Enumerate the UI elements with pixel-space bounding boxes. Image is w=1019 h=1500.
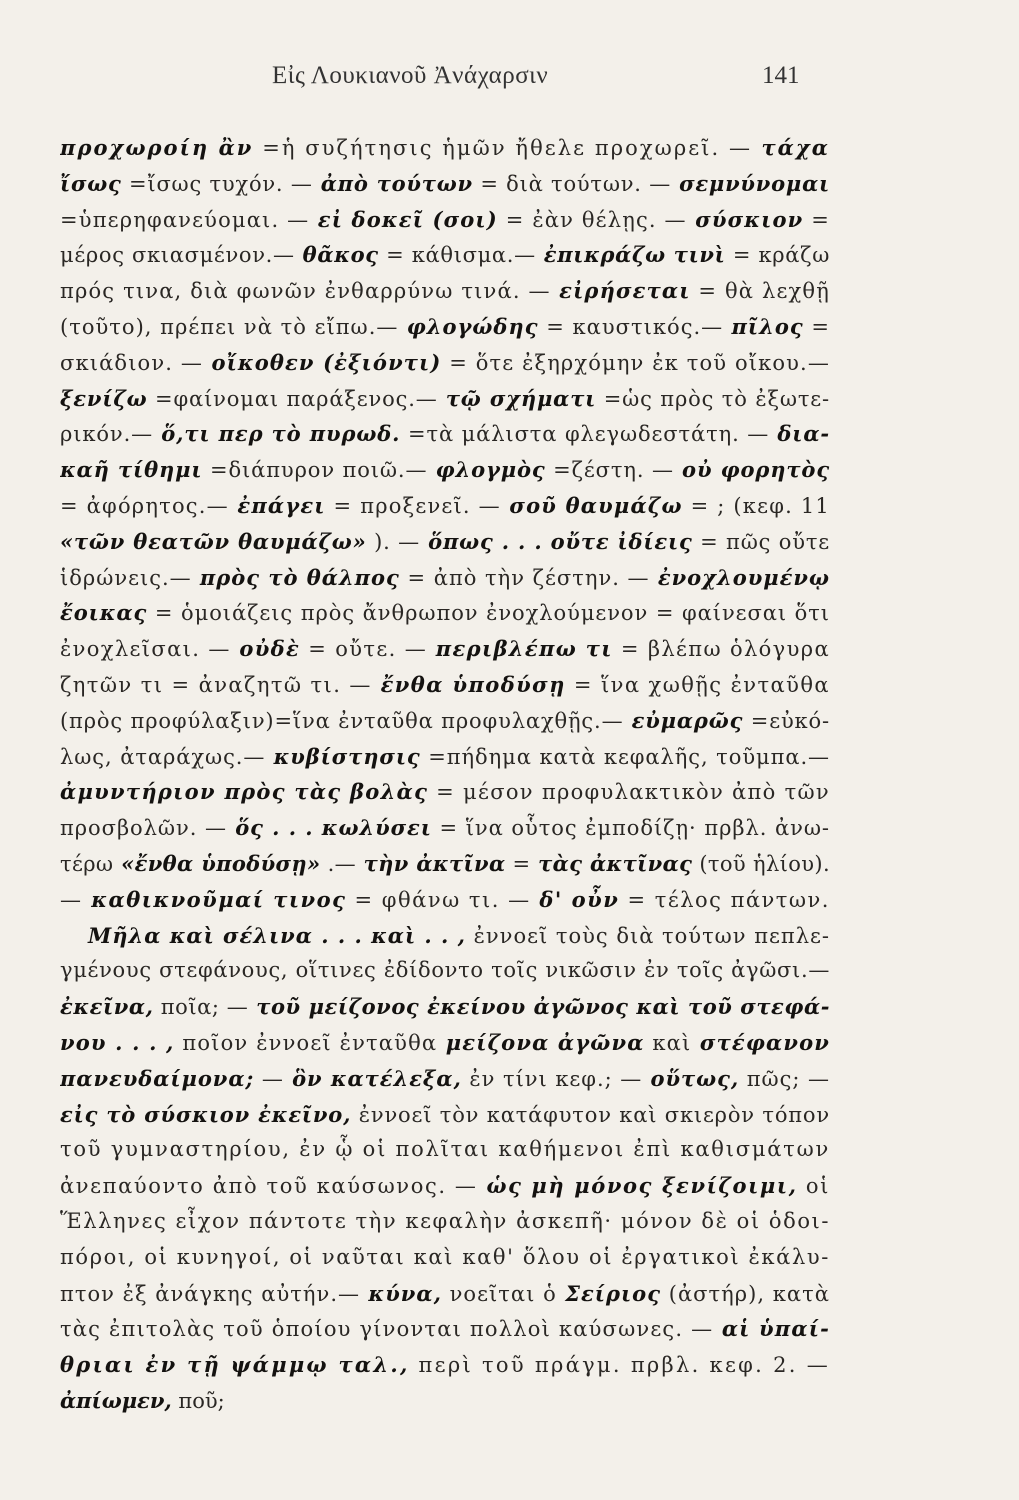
gloss: = ὅτε ἐξηρχόμην ἐκ τοῦ οἴκου.—	[441, 350, 830, 375]
lemma: ὡς μὴ μόνος ξενίζοιμι,	[477, 1173, 798, 1199]
text-line	[60, 953, 830, 989]
gloss: μέρος σκιασμένον.—	[60, 243, 295, 268]
text-line	[60, 1347, 830, 1383]
gloss: =τὰ μάλιστα φλεγωδεστάτη. —	[400, 422, 770, 447]
gloss: σκιάδιον. —	[60, 350, 203, 375]
gloss: = κάθισμα.—	[378, 243, 536, 268]
text-line	[60, 1025, 830, 1061]
gloss: = διὰ τούτων. —	[472, 171, 671, 196]
gloss: ἐννοεῖ τοὺς διὰ τούτων πεπλε-	[465, 923, 830, 948]
lemma: τὴν ἀκτῖνα	[355, 850, 506, 876]
text-line	[60, 381, 830, 417]
lemma: πανευδαίμονα;	[60, 1065, 255, 1091]
gloss: .—	[320, 851, 356, 876]
gloss: περὶ τοῦ πράγμ. πρβλ. κεφ. 2. —	[409, 1353, 830, 1378]
gloss: πόροι, οἱ κυνηγοί, οἱ ναῦται καὶ καθ' ὅλου οἱ ἐργατικοὶ ἐκάλυ-	[60, 1244, 830, 1269]
text-line	[60, 202, 830, 238]
lemma: Σείριος	[556, 1280, 662, 1306]
lemma: ὅς . . . κωλύσει	[226, 815, 432, 841]
gloss: = πῶς οὔτε	[692, 529, 830, 554]
text-line	[60, 309, 830, 345]
text-line	[60, 1061, 830, 1097]
gloss: = κράζω	[725, 243, 830, 268]
gloss: =	[505, 851, 531, 876]
gloss: = ἀφόρητος.—	[60, 493, 229, 518]
gloss: ἀνεπαύοντο ἀπὸ τοῦ καύσωνος. —	[60, 1174, 478, 1199]
text-line	[60, 560, 830, 596]
lemma: προχωροίη ἂν	[60, 135, 254, 160]
gloss: τέρω	[60, 851, 114, 876]
text-line	[60, 524, 830, 560]
gloss: (πρὸς προφύλαξιν)=ἵνα ἐνταῦθα προφυλαχθῇς.—	[60, 708, 624, 733]
text-line	[60, 416, 830, 452]
lemma: σοῦ θαυμάζω	[500, 492, 683, 518]
lemma: εἰρήσεται	[550, 278, 691, 304]
gloss: = προξενεῖ. —	[325, 493, 501, 518]
lemma: πῖλος	[723, 313, 804, 339]
gloss: =ὑπερηφανεύομαι. —	[60, 207, 310, 232]
text-line	[60, 1168, 830, 1204]
lemma: οὐδὲ	[230, 636, 301, 662]
gloss: προσβολῶν. —	[60, 816, 227, 841]
lemma: ἐπάγει	[228, 492, 326, 518]
lemma: ἐνοχλουμένῳ	[649, 564, 830, 590]
text-line	[60, 882, 830, 918]
lemma: «τῶν θεατῶν θαυμάζω»	[60, 528, 367, 554]
gloss: ἱδρώνεις.—	[60, 565, 192, 590]
text-line	[60, 488, 830, 524]
lemma: αἱ ὑπαί-	[713, 1316, 830, 1342]
lemma: ἀπίωμεν,	[60, 1387, 172, 1413]
text-line	[60, 739, 830, 775]
commentary-text	[60, 130, 830, 1419]
text-line	[60, 989, 830, 1025]
gloss: =εὐκό-	[743, 708, 830, 733]
gloss: =	[803, 314, 830, 339]
gloss: =ἴσως τυχόν. —	[121, 171, 313, 196]
lemma: τοῦ μείζονος ἐκείνου ἀγῶνος καὶ τοῦ στεφά-	[248, 994, 830, 1020]
gloss: = ἐὰν θέλῃς. —	[497, 207, 687, 232]
lemma: ἔοικας	[60, 600, 148, 626]
gloss: καὶ	[644, 1030, 692, 1055]
text-line	[60, 631, 830, 667]
lemma: δ' οὖν	[530, 886, 620, 912]
text-line	[60, 1383, 830, 1419]
text-line	[60, 1204, 830, 1240]
gloss: = βλέπω ὁλόγυρα	[612, 637, 830, 662]
running-title: Εἰς Λουκιανοῦ Ἀνάχαρσιν	[272, 62, 549, 89]
lemma: κυβίστησις	[265, 743, 421, 769]
gloss: ). —	[366, 529, 420, 554]
gloss: πρός τινα, διὰ φωνῶν ἐνθαρρύνω τινά. —	[60, 279, 551, 304]
lemma: οὕτως,	[642, 1065, 740, 1091]
text-line	[60, 1240, 830, 1276]
gloss: (τοῦ ἡλίου).	[692, 851, 830, 876]
gloss: τοῦ γυμναστηρίου, ἐν ᾧ οἱ πολῖται καθήμενοι ἐπὶ καθισμάτων	[60, 1137, 830, 1162]
lemma: θριαι ἐν τῇ ψάμμῳ ταλ.,	[60, 1352, 410, 1378]
lemma: καθικνοῦμαί τινος	[82, 886, 347, 912]
text-line	[60, 810, 830, 846]
lemma: πρὸς τὸ θάλπος	[191, 564, 400, 590]
lemma: ἴσως	[60, 170, 122, 196]
lemma: ἀμυντήριον πρὸς τὰς βολὰς	[60, 779, 429, 805]
lemma: εὐμαρῶς	[623, 707, 744, 733]
text-line	[60, 1132, 830, 1168]
text-line	[60, 166, 830, 202]
lemma: οὐ φορητὸς	[673, 457, 830, 483]
gloss: = ἵνα χωθῇς ἐνταῦθα	[565, 672, 830, 697]
lemma: μείζονα ἀγῶνα	[437, 1029, 645, 1055]
lemma: σεμνύνομαι	[671, 170, 830, 196]
lemma: εἰ δοκεῖ (σοι)	[309, 206, 498, 232]
lemma: περιβλέπω τι	[427, 636, 613, 662]
page-number: 141	[762, 62, 800, 89]
gloss: = ἀπὸ τὴν ζέστην. —	[399, 565, 650, 590]
lemma: οἴκοθεν (ἐξιόντι)	[202, 349, 442, 375]
gloss: ἐννοεῖ τὸν κατάφυτον καὶ σκιερὸν τόπον	[351, 1102, 830, 1127]
lemma: «ἔνθα ὑποδύσῃ»	[113, 850, 321, 876]
gloss: =ζέστη. —	[545, 458, 674, 483]
gloss: = ; (κεφ. 11	[682, 493, 830, 518]
gloss: πῶς; —	[739, 1066, 830, 1091]
lemma: ὅ,τι περ τὸ πυρωδ.	[153, 421, 401, 447]
lemma: ἀπὸ τούτων	[312, 170, 473, 196]
lemma: ὃν κατέλεξα,	[283, 1065, 462, 1091]
text-line	[60, 846, 830, 882]
lemma: ἐπικράζω τινὶ	[535, 242, 726, 268]
gloss: =πήδημα κατὰ κεφαλῆς, τοῦμπα.—	[420, 744, 830, 769]
text-line	[60, 1097, 830, 1133]
lemma: ἔνθα ὑποδύσῃ	[371, 671, 566, 697]
text-line	[60, 667, 830, 703]
text-line	[60, 774, 830, 810]
text-line	[60, 273, 830, 309]
text-line	[60, 918, 830, 954]
text-line	[60, 703, 830, 739]
gloss: = τέλος πάντων.	[619, 887, 830, 912]
gloss: πτον ἐξ ἀνάγκης αὐτήν.—	[60, 1281, 361, 1306]
lemma: καῆ τίθημι	[60, 457, 203, 483]
text-line	[60, 345, 830, 381]
gloss: =φαίνομαι παράξενος.—	[147, 386, 438, 411]
lemma: δια-	[769, 421, 830, 447]
gloss: =διάπυρον ποιῶ.—	[202, 458, 428, 483]
gloss: τὰς ἐπιτολὰς τοῦ ὁποίου γίνονται πολλοὶ καύσωνες. —	[60, 1317, 714, 1342]
text-line	[60, 130, 830, 166]
gloss: (ἀστήρ), κατὰ	[661, 1281, 830, 1306]
gloss: = μέσον προφυλακτικὸν ἀπὸ τῶν	[428, 780, 830, 805]
lemma: τάχα	[752, 135, 830, 160]
gloss: = ὁμοιάζεις πρὸς ἄνθρωπον ἐνοχλούμενον = φαίνεσαι ὅτι	[147, 601, 830, 626]
text-line	[60, 237, 830, 273]
gloss: ἐνοχλεῖσαι. —	[60, 637, 231, 662]
text-line	[60, 595, 830, 631]
gloss: ποῖα; —	[153, 995, 249, 1020]
gloss: = ἵνα οὗτος ἐμποδίζῃ· πρβλ. ἀνω-	[431, 816, 830, 841]
gloss: ἐν τίνι κεφ.; —	[461, 1066, 643, 1091]
lemma: ξενίζω	[60, 385, 148, 411]
gloss: =ὡς πρὸς τὸ ἐξωτε-	[596, 386, 830, 411]
lemma: θᾶκος	[294, 242, 379, 268]
gloss: λως, ἀταράχως.—	[60, 744, 266, 769]
text-line	[60, 452, 830, 488]
gloss: ζητῶν τι = ἀναζητῶ τι. —	[60, 672, 372, 697]
gloss: = θὰ λεχθῇ	[690, 279, 830, 304]
lemma: φλογώδης	[398, 313, 539, 339]
text-line	[60, 1311, 830, 1347]
gloss: ποῦ;	[171, 1388, 225, 1413]
lemma: νου . . . ,	[60, 1029, 175, 1055]
lemma: ἐκεῖνα,	[60, 994, 154, 1020]
gloss: οἱ	[797, 1174, 830, 1199]
lemma: κύνα,	[360, 1280, 442, 1306]
gloss: ρικόν.—	[60, 422, 154, 447]
lemma: σύσκιον	[686, 206, 804, 232]
lemma: ὅπως . . . οὔτε ἰδίεις	[419, 528, 693, 554]
gloss: Ἕλληνες εἶχον πάντοτε τὴν κεφαλὴν ἀσκεπῆ· μόνον δὲ οἱ ὁδοι-	[60, 1208, 830, 1233]
gloss: = οὔτε. —	[300, 637, 428, 662]
lemma: τὰς ἀκτῖνας	[530, 850, 693, 876]
gloss: —	[60, 887, 83, 912]
lemma: εἰς τὸ σύσκιον ἐκεῖνο,	[60, 1101, 352, 1127]
page-header	[0, 62, 1019, 102]
lemma: Μῆλα καὶ σέλινα . . . καὶ . . ,	[88, 922, 466, 948]
gloss: = καυστικός.—	[538, 314, 724, 339]
lemma: στέφανον	[691, 1029, 830, 1055]
gloss: ποῖον ἐννοεῖ ἐνταῦθα	[174, 1030, 438, 1055]
text-line	[60, 1276, 830, 1312]
gloss: —	[254, 1066, 284, 1091]
gloss: =ἡ συζήτησις ἡμῶν ἤθελε προχωρεῖ. —	[253, 136, 753, 160]
lemma: φλογμὸς	[427, 457, 546, 483]
gloss: γμένους στεφάνους, οἵτινες ἐδίδοντο τοῖς νικῶσιν ἐν τοῖς ἀγῶσι.—	[60, 958, 830, 983]
gloss: νοεῖται ὁ	[441, 1281, 557, 1306]
gloss: (τοῦτο), πρέπει νὰ τὸ εἴπω.—	[60, 314, 399, 339]
gloss: =	[803, 207, 830, 232]
gloss: = φθάνω τι. —	[346, 887, 531, 912]
lemma: τῷ σχήματι	[437, 385, 597, 411]
